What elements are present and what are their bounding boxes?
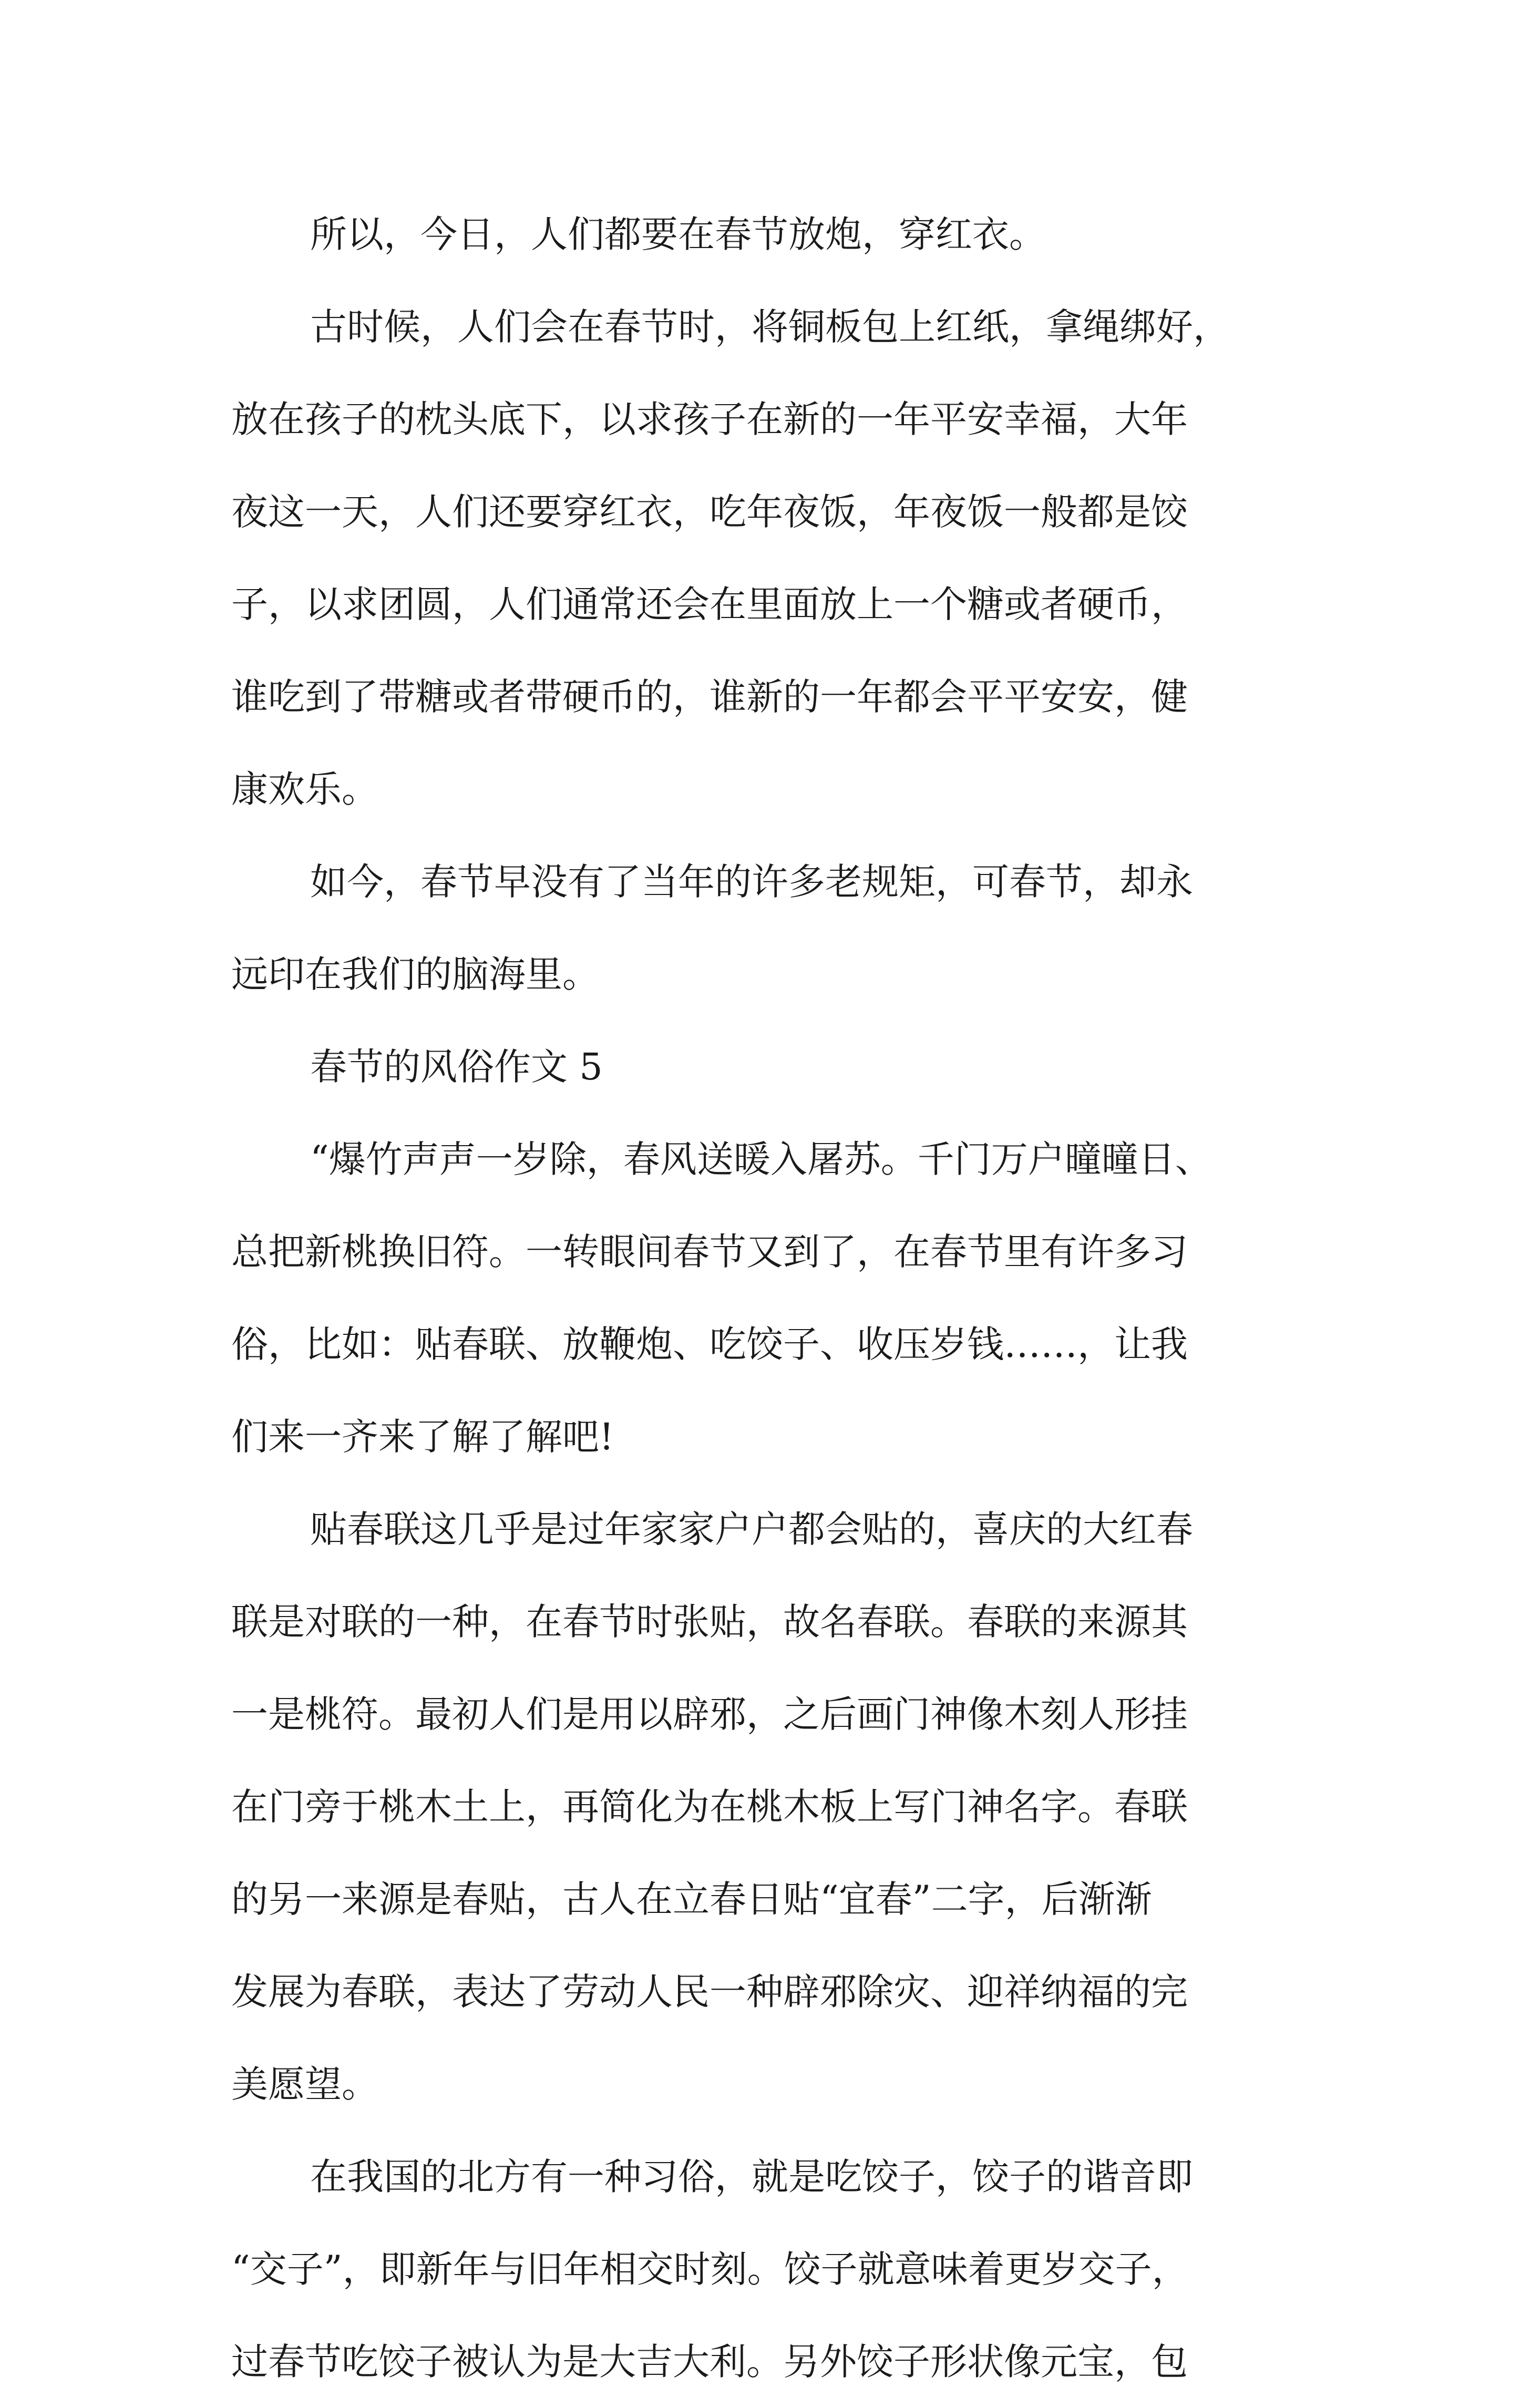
text-line: 们来一齐来了解了解吧!: [231, 1415, 614, 1458]
text-line: “爆竹声声一岁除，春风送暖入屠苏。千门万户曈曈日、: [310, 1138, 1212, 1181]
text-line: 一是桃符。最初人们是用以辟邪，之后画门神像木刻人形挂: [231, 1693, 1188, 1736]
text-line: 联是对联的一种，在春节时张贴，故名春联。春联的来源其: [231, 1600, 1188, 1643]
body-text: [231, 188, 1293, 2408]
text-line: 所以，今日，人们都要在春节放炮，穿红衣。: [310, 213, 1046, 256]
text-line: 康欢乐。: [231, 768, 378, 811]
text-line: 谁吃到了带糖或者带硬币的，谁新的一年都会平平安安，健: [231, 675, 1188, 718]
text-line: 总把新桃换旧符。一转眼间春节又到了，在春节里有许多习: [231, 1230, 1188, 1273]
text-line: 古时候，人们会在春节时，将铜板包上红纸，拿绳绑好，: [310, 305, 1230, 348]
section-heading: 春节的风俗作文 5: [310, 1045, 603, 1088]
text-line: 夜这一天，人们还要穿红衣，吃年夜饭，年夜饭一般都是饺: [231, 490, 1188, 533]
text-line: 子，以求团圆，人们通常还会在里面放上一个糖或者硬币，: [231, 583, 1188, 626]
text-line: 在我国的北方有一种习俗，就是吃饺子，饺子的谐音即: [310, 2155, 1193, 2198]
text-line: 美愿望。: [231, 2063, 378, 2106]
text-line: “交子”，即新年与旧年相交时刻。饺子就意味着更岁交子，: [231, 2248, 1189, 2291]
text-line: 过春节吃饺子被认为是大吉大利。另外饺子形状像元宝，包: [231, 2340, 1188, 2383]
text-line: 如今，春节早没有了当年的许多老规矩，可春节，却永: [310, 860, 1193, 903]
text-line: 远印在我们的脑海里。: [231, 953, 599, 996]
text-line: 放在孩子的枕头底下，以求孩子在新的一年平安幸福，大年: [231, 398, 1188, 441]
text-line: 发展为春联，表达了劳动人民一种辟邪除灾、迎祥纳福的完: [231, 1970, 1188, 2013]
text-line: 俗，比如：贴春联、放鞭炮、吃饺子、收压岁钱……，让我: [231, 1323, 1188, 1366]
text-line: 在门旁于桃木土上，再简化为在桃木板上写门神名字。春联: [231, 1785, 1188, 1828]
text-line: 的另一来源是春贴，古人在立春日贴“宜春”二字，后渐渐: [231, 1878, 1152, 1921]
text-line: 贴春联这几乎是过年家家户户都会贴的，喜庆的大红春: [310, 1508, 1193, 1551]
